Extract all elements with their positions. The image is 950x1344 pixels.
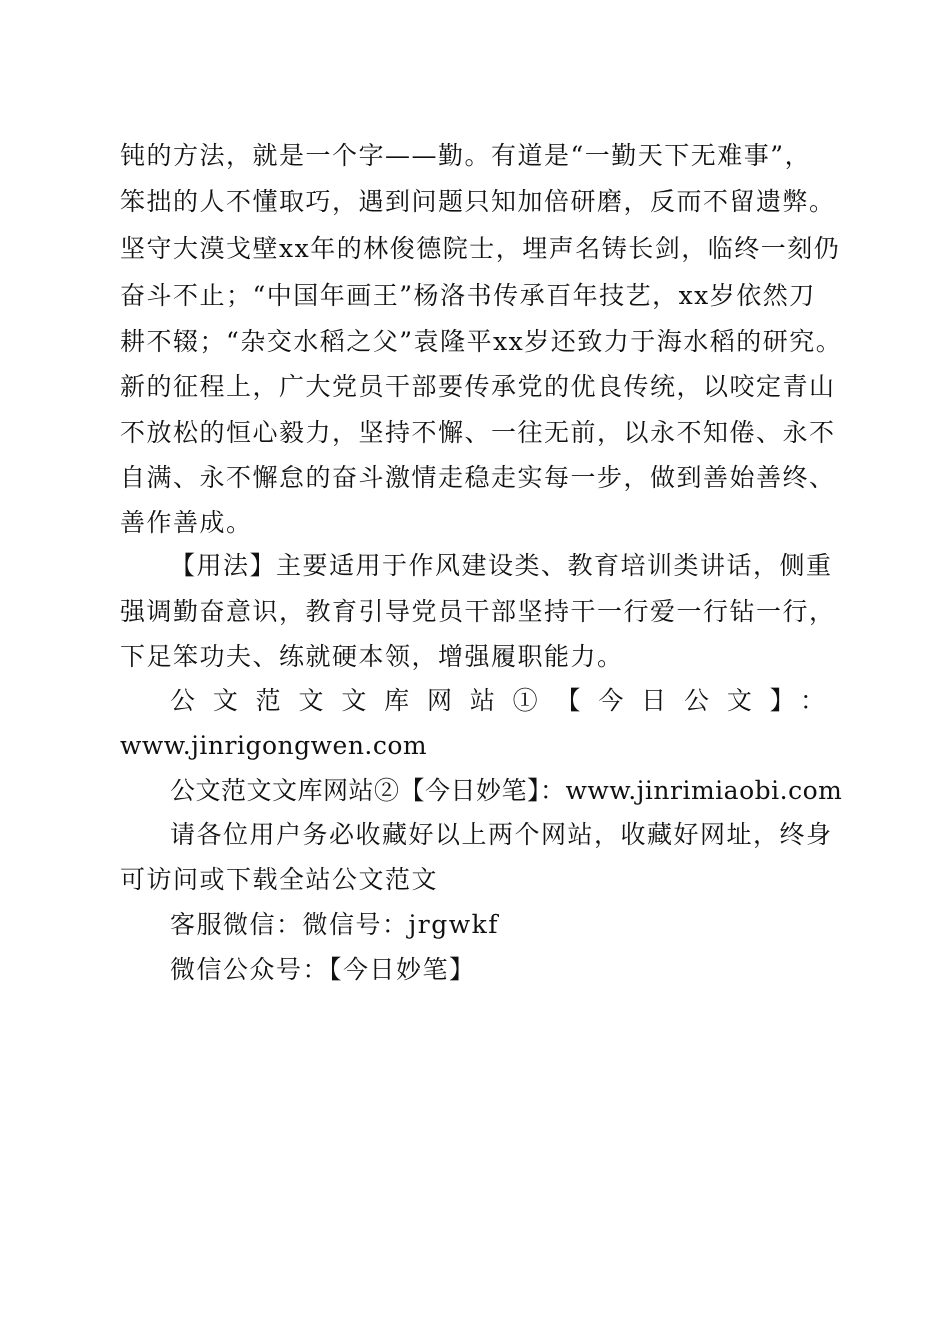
text-line: 钝的方法，就是一个字——勤。有道是“一勤天下无难事”， <box>120 141 812 170</box>
text-line: 强调勤奋意识，教育引导党员干部坚持干一行爱一行钻一行， <box>120 597 836 626</box>
customer-service-wechat: 客服微信：微信号：jrgwkf <box>170 910 500 939</box>
text-line: 不放松的恒心毅力，坚持不懈、一往无前，以永不知倦、永不 <box>120 418 836 447</box>
text-line: 自满、永不懈怠的奋斗激情走稳走实每一步，做到善始善终、 <box>120 463 836 492</box>
text-line: 新的征程上，广大党员干部要传承党的优良传统，以咬定青山 <box>120 372 836 401</box>
text-line: 耕不辍；“杂交水稻之父”袁隆平xx岁还致力于海水稻的研究。 <box>120 327 843 356</box>
site-1-url[interactable]: www.jinrigongwen.com <box>120 731 428 760</box>
site-1-label: 公文范文文库网站①【今日公文】： <box>170 686 825 715</box>
text-line: 奋斗不止；“中国年画王”杨洛书传承百年技艺，xx岁依然刀 <box>120 281 816 310</box>
notice-line: 可访问或下载全站公文范文 <box>120 865 439 894</box>
text-line: 【用法】主要适用于作风建设类、教育培训类讲话，侧重 <box>170 551 833 580</box>
text-line: 笨拙的人不懂取巧，遇到问题只知加倍研磨，反而不留遗弊。 <box>120 187 836 216</box>
official-account: 微信公众号：【今日妙笔】 <box>170 955 476 984</box>
text-line: 善作善成。 <box>120 508 253 537</box>
site-2-link[interactable]: 公文范文文库网站②【今日妙笔】：www.jinrimiaobi.com <box>170 776 843 805</box>
text-line: 坚守大漠戈壁xx年的林俊德院士，埋声名铸长剑，临终一刻仍 <box>120 234 841 263</box>
text-line: 下足笨功夫、练就硬本领，增强履职能力。 <box>120 642 624 671</box>
notice-line: 请各位用户务必收藏好以上两个网站，收藏好网址，终身 <box>170 820 833 849</box>
